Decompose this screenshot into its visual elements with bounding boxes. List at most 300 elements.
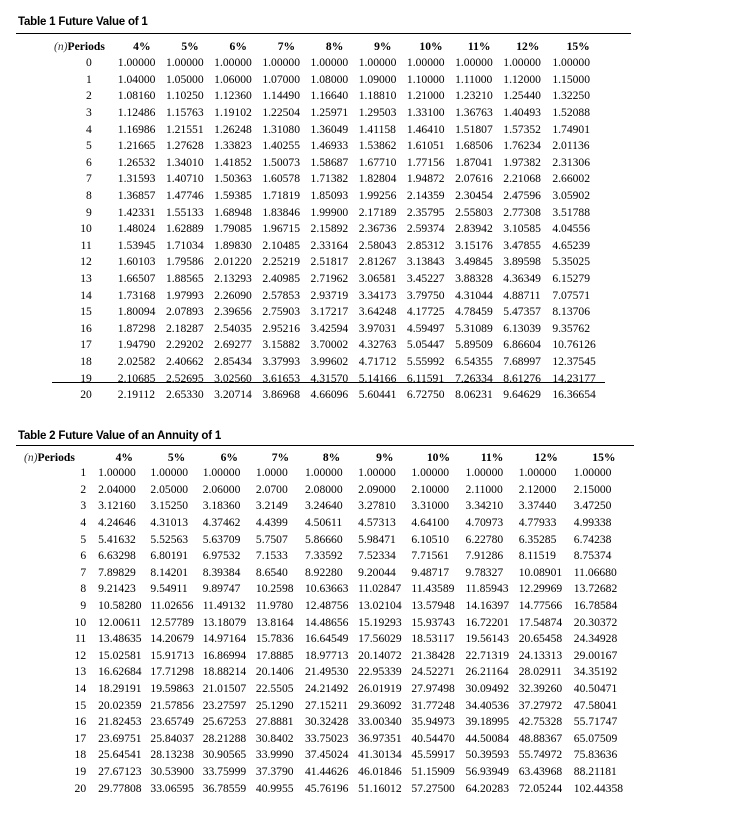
value-cell: 2.54035 — [214, 321, 252, 335]
value-cell: 16.62684 — [98, 665, 142, 679]
value-cell: 2.31306 — [552, 155, 591, 169]
value-cell: 23.27597 — [202, 698, 247, 712]
value-cell: 2.66002 — [552, 172, 591, 186]
value-cell: 1.27628 — [165, 139, 204, 153]
value-cell: 1.80094 — [117, 305, 156, 319]
value-cell: 1.58687 — [310, 155, 349, 169]
value-cell: 2.02582 — [117, 354, 156, 368]
value-cell: 45.76196 — [304, 781, 349, 795]
value-cell: 5.7507 — [255, 532, 288, 546]
value-cell: 2.55803 — [455, 205, 493, 219]
value-cell: 2.08000 — [304, 482, 343, 496]
value-cell: 1.71819 — [262, 189, 301, 203]
table-row — [24, 515, 634, 532]
table-row — [24, 780, 634, 797]
value-cell: 26.21164 — [465, 665, 509, 679]
period-cell: 3 — [80, 499, 87, 513]
value-cell: 1.32250 — [552, 89, 591, 103]
value-cell: 1.00000 — [165, 56, 204, 70]
value-cell: 3.17217 — [310, 305, 349, 319]
value-cell: 1.22504 — [262, 106, 301, 120]
value-cell: 6.80191 — [150, 549, 189, 563]
value-cell: 4.31044 — [455, 288, 493, 302]
value-cell: 1.79085 — [214, 222, 252, 236]
value-cell: 1.94872 — [406, 172, 445, 186]
value-cell: 28.21288 — [202, 731, 247, 745]
value-cell: 8.13706 — [552, 305, 591, 319]
value-cell: 6.63298 — [98, 549, 136, 563]
table-row — [54, 387, 604, 404]
value-cell: 1.76234 — [503, 139, 541, 153]
value-cell: 13.72682 — [573, 582, 618, 596]
period-cell: 14 — [74, 682, 87, 696]
value-cell: 7.07571 — [552, 288, 591, 302]
rate-header: 5% — [181, 40, 199, 53]
value-cell: 2.83942 — [455, 222, 493, 236]
value-cell: 21.57856 — [150, 698, 194, 712]
value-cell: 2.05000 — [150, 482, 189, 496]
value-cell: 1.16640 — [310, 89, 349, 103]
value-cell: 2.10685 — [117, 371, 156, 385]
value-cell: 1.19102 — [214, 106, 252, 120]
value-cell: 2.33164 — [310, 238, 349, 252]
value-cell: 30.90565 — [202, 748, 247, 762]
periods-header — [54, 38, 118, 55]
value-cell: 1.00000 — [358, 466, 396, 480]
value-cell: 5.86660 — [304, 532, 343, 546]
value-cell: 7.71561 — [411, 549, 450, 563]
value-cell: 16.64549 — [304, 632, 349, 646]
period-cell: 11 — [74, 632, 87, 646]
value-cell: 9.20044 — [358, 565, 396, 579]
value-cell: 1.40493 — [503, 106, 541, 120]
value-cell: 6.74238 — [573, 532, 612, 546]
value-cell: 4.31570 — [310, 371, 349, 385]
period-cell: 19 — [80, 371, 92, 385]
table-row — [54, 254, 604, 271]
value-cell: 14.97164 — [202, 632, 247, 646]
value-cell: 4.59497 — [406, 321, 445, 335]
value-cell: 1.60103 — [117, 255, 156, 269]
value-cell: 22.95339 — [358, 665, 402, 679]
period-cell: 15 — [80, 305, 92, 319]
value-cell: 33.06595 — [150, 781, 194, 795]
value-cell: 48.88367 — [518, 731, 563, 745]
value-cell: 1.10000 — [406, 72, 445, 86]
value-cell: 2.85312 — [406, 238, 445, 252]
value-cell: 2.57853 — [262, 288, 301, 302]
table-row — [24, 465, 634, 482]
value-cell: 4.50611 — [304, 516, 343, 530]
value-cell: 3.51788 — [552, 205, 591, 219]
value-cell: 30.32428 — [304, 715, 349, 729]
value-cell: 3.79750 — [406, 288, 445, 302]
value-cell: 75.83636 — [573, 748, 618, 762]
value-cell: 3.61653 — [262, 371, 301, 385]
value-cell: 1.26248 — [214, 122, 252, 136]
value-cell: 55.74972 — [518, 748, 563, 762]
value-cell: 8.11519 — [518, 549, 556, 563]
period-cell: 16 — [74, 715, 87, 729]
value-cell: 13.57948 — [411, 599, 455, 613]
value-cell: 2.93719 — [310, 288, 349, 302]
value-cell: 2.59374 — [406, 222, 445, 236]
value-cell: 1.67710 — [358, 155, 397, 169]
value-cell: 44.50084 — [465, 731, 509, 745]
value-cell: 1.53945 — [117, 238, 156, 252]
value-cell: 6.13039 — [503, 321, 541, 335]
value-cell: 1.10250 — [165, 89, 204, 103]
value-cell: 2.07616 — [455, 172, 493, 186]
value-cell: 2.12000 — [518, 482, 557, 496]
value-cell: 1.41158 — [358, 122, 396, 136]
value-cell: 6.86604 — [503, 338, 541, 352]
value-cell: 28.13238 — [150, 748, 194, 762]
value-cell: 2.11000 — [465, 482, 503, 496]
rate-header: 8% — [325, 40, 344, 53]
value-cell: 1.00000 — [262, 56, 301, 70]
period-cell: 8 — [85, 189, 92, 203]
value-cell: 1.74901 — [552, 122, 591, 136]
value-cell: 24.34928 — [573, 632, 618, 646]
table2-future-value-of-annuity — [24, 449, 634, 797]
table-row — [54, 354, 604, 371]
value-cell: 63.43968 — [518, 764, 563, 778]
value-cell: 8.75374 — [573, 549, 612, 563]
table-row — [54, 188, 604, 205]
value-cell: 28.02911 — [518, 665, 562, 679]
value-cell: 13.18079 — [202, 615, 247, 629]
value-cell: 2.01136 — [552, 139, 590, 153]
value-cell: 1.82804 — [358, 172, 397, 186]
value-cell: 50.39593 — [465, 748, 509, 762]
value-cell: 5.41632 — [98, 532, 136, 546]
value-cell: 2.17189 — [358, 205, 397, 219]
value-cell: 1.07000 — [262, 72, 301, 86]
value-cell: 1.99900 — [310, 205, 349, 219]
value-cell: 12.37545 — [552, 354, 596, 368]
value-cell: 33.9990 — [255, 748, 294, 762]
value-cell: 1.31593 — [117, 172, 156, 186]
value-cell: 25.67253 — [202, 715, 247, 729]
value-cell: 64.20283 — [465, 781, 509, 795]
table-row — [24, 548, 634, 565]
value-cell: 2.40985 — [262, 272, 301, 286]
value-cell: 23.65749 — [150, 715, 194, 729]
value-cell: 2.10485 — [262, 238, 301, 252]
value-cell: 5.14166 — [358, 371, 397, 385]
value-cell: 41.30134 — [358, 748, 402, 762]
value-cell: 3.37993 — [262, 354, 301, 368]
value-cell: 8.06231 — [455, 388, 493, 402]
value-cell: 24.21492 — [304, 682, 349, 696]
value-cell: 37.3790 — [255, 764, 294, 778]
value-cell: 9.54911 — [150, 582, 188, 596]
period-cell: 5 — [80, 532, 87, 546]
period-cell: 9 — [85, 205, 92, 219]
table-row — [54, 88, 604, 105]
rate-header: 15% — [566, 40, 590, 53]
value-cell: 11.02656 — [150, 599, 194, 613]
value-cell: 2.95216 — [262, 321, 301, 335]
value-cell: 16.72201 — [465, 615, 509, 629]
value-cell: 12.48756 — [304, 599, 349, 613]
value-cell: 16.78584 — [573, 599, 618, 613]
value-cell: 1.31080 — [262, 122, 301, 136]
value-cell: 24.52271 — [411, 665, 455, 679]
table1-future-value-of-1 — [54, 38, 604, 403]
value-cell: 1.68948 — [214, 205, 252, 219]
period-cell: 6 — [85, 155, 92, 169]
value-cell: 1.83846 — [262, 205, 301, 219]
value-cell: 9.64629 — [503, 388, 541, 402]
value-cell: 3.37440 — [518, 499, 557, 513]
value-cell: 2.0700 — [255, 482, 288, 496]
rate-header: 4% — [115, 450, 133, 464]
value-cell: 1.15763 — [165, 106, 204, 120]
table1-header-row — [54, 38, 604, 55]
value-cell: 31.77248 — [411, 698, 455, 712]
value-cell: 1.00000 — [358, 56, 397, 70]
value-cell: 1.06000 — [214, 72, 252, 86]
value-cell: 1.51807 — [455, 122, 493, 136]
table-row — [54, 138, 604, 155]
value-cell: 41.44626 — [304, 764, 349, 778]
value-cell: 7.1533 — [255, 549, 288, 563]
table-row — [24, 598, 634, 615]
value-cell: 3.64248 — [358, 305, 397, 319]
value-cell: 7.68997 — [503, 354, 541, 368]
value-cell: 34.35192 — [573, 665, 618, 679]
table-row — [24, 482, 634, 499]
value-cell: 1.36857 — [117, 189, 156, 203]
period-cell: 6 — [80, 549, 87, 563]
value-cell: 2.14359 — [406, 189, 445, 203]
value-cell: 5.31089 — [455, 321, 493, 335]
value-cell: 3.34173 — [358, 288, 397, 302]
value-cell: 4.17725 — [406, 305, 445, 319]
value-cell: 2.25219 — [262, 255, 301, 269]
table1-top-rule — [16, 33, 631, 34]
table-row — [24, 714, 634, 731]
value-cell: 1.97382 — [503, 155, 541, 169]
value-cell: 51.15909 — [411, 764, 455, 778]
value-cell: 36.97351 — [358, 731, 402, 745]
table-row — [24, 681, 634, 698]
table-row — [54, 287, 604, 304]
table-row — [54, 221, 604, 238]
value-cell: 1.33100 — [406, 106, 445, 120]
period-cell: 1 — [85, 72, 92, 86]
value-cell: 10.63663 — [304, 582, 349, 596]
value-cell: 24.13313 — [518, 648, 563, 662]
table-row — [54, 337, 604, 354]
value-cell: 3.02560 — [214, 371, 252, 385]
value-cell: 1.46933 — [310, 139, 349, 153]
value-cell: 2.10000 — [411, 482, 450, 496]
rate-header: 7% — [277, 40, 296, 53]
value-cell: 20.14072 — [358, 648, 402, 662]
table-row — [54, 55, 604, 72]
value-cell: 2.52695 — [165, 371, 204, 385]
value-cell: 1.00000 — [455, 56, 493, 70]
table-row — [54, 171, 604, 188]
value-cell: 2.30454 — [455, 189, 493, 203]
value-cell: 4.04556 — [552, 222, 591, 236]
value-cell: 1.12360 — [214, 89, 252, 103]
value-cell: 4.24646 — [98, 516, 136, 530]
value-cell: 2.71962 — [310, 272, 349, 286]
value-cell: 1.00000 — [98, 466, 136, 480]
value-cell: 26.01919 — [358, 682, 402, 696]
value-cell: 16.36654 — [552, 388, 596, 402]
table-row — [24, 614, 634, 631]
value-cell: 4.66096 — [310, 388, 349, 402]
value-cell: 1.71034 — [165, 238, 204, 252]
value-cell: 40.9955 — [255, 781, 294, 795]
value-cell: 1.00000 — [310, 56, 349, 70]
value-cell: 42.75328 — [518, 715, 563, 729]
value-cell: 3.20714 — [214, 388, 252, 402]
value-cell: 11.49132 — [202, 599, 246, 613]
value-cell: 4.70973 — [465, 516, 504, 530]
value-cell: 17.56029 — [358, 632, 402, 646]
value-cell: 3.86968 — [262, 388, 301, 402]
value-cell: 1.04000 — [117, 72, 156, 86]
rate-header: 8% — [322, 450, 341, 464]
value-cell: 1.94790 — [117, 338, 156, 352]
value-cell: 3.34210 — [465, 499, 504, 513]
value-cell: 6.15279 — [552, 272, 591, 286]
value-cell: 1.55133 — [165, 205, 204, 219]
value-cell: 1.47746 — [165, 189, 204, 203]
value-cell: 1.00000 — [465, 466, 504, 480]
value-cell: 1.00000 — [406, 56, 445, 70]
rate-header: 6% — [229, 40, 247, 53]
period-cell: 17 — [74, 731, 87, 745]
value-cell: 30.09492 — [465, 682, 509, 696]
value-cell: 2.04000 — [98, 482, 136, 496]
value-cell: 4.57313 — [358, 516, 396, 530]
value-cell: 9.89747 — [202, 582, 241, 596]
value-cell: 40.54470 — [411, 731, 455, 745]
rate-header: 9% — [376, 450, 394, 464]
value-cell: 7.91286 — [465, 549, 504, 563]
value-cell: 30.8402 — [255, 731, 294, 745]
value-cell: 5.55992 — [406, 354, 445, 368]
value-cell: 5.05447 — [406, 338, 445, 352]
value-cell: 4.32763 — [358, 338, 397, 352]
value-cell: 4.31013 — [150, 516, 189, 530]
value-cell: 2.81267 — [358, 255, 397, 269]
value-cell: 1.08000 — [310, 72, 349, 86]
table-row — [54, 304, 604, 321]
value-cell: 1.12486 — [117, 106, 156, 120]
value-cell: 1.57352 — [503, 122, 541, 136]
period-cell: 7 — [85, 172, 92, 186]
value-cell: 8.92280 — [304, 565, 343, 579]
value-cell: 10.76126 — [552, 338, 596, 352]
value-cell: 3.12160 — [98, 499, 136, 513]
table-row — [54, 238, 604, 255]
value-cell: 11.9780 — [255, 599, 294, 613]
value-cell: 11.43589 — [411, 582, 455, 596]
period-cell: 0 — [85, 56, 92, 70]
value-cell: 21.49530 — [304, 665, 349, 679]
period-cell: 7 — [80, 565, 87, 579]
period-cell: 8 — [80, 582, 87, 596]
value-cell: 4.65239 — [552, 238, 591, 252]
value-cell: 2.01220 — [214, 255, 252, 269]
value-cell: 21.01507 — [202, 682, 247, 696]
value-cell: 3.97031 — [358, 321, 397, 335]
value-cell: 15.02581 — [98, 648, 142, 662]
value-cell: 4.71712 — [358, 354, 397, 368]
value-cell: 32.39260 — [518, 682, 563, 696]
table-row — [24, 581, 634, 598]
value-cell: 3.42594 — [310, 321, 349, 335]
rate-header: 10% — [419, 40, 443, 53]
value-cell: 6.35285 — [518, 532, 557, 546]
value-cell: 1.00000 — [117, 56, 156, 70]
periods-label: Periods — [37, 450, 75, 464]
table-row — [24, 697, 634, 714]
value-cell: 5.63709 — [202, 532, 241, 546]
period-cell: 10 — [80, 222, 92, 236]
value-cell: 1.96715 — [262, 222, 301, 236]
value-cell: 1.89830 — [214, 238, 252, 252]
value-cell: 21.82453 — [98, 715, 142, 729]
value-cell: 1.85093 — [310, 189, 349, 203]
value-cell: 1.26532 — [117, 155, 156, 169]
value-cell: 1.77156 — [406, 155, 445, 169]
value-cell: 18.29191 — [98, 682, 142, 696]
value-cell: 2.29202 — [165, 338, 204, 352]
value-cell: 11.02847 — [358, 582, 402, 596]
value-cell: 46.01846 — [358, 764, 402, 778]
value-cell: 1.42331 — [117, 205, 156, 219]
value-cell: 1.21665 — [117, 139, 156, 153]
value-cell: 15.93743 — [411, 615, 455, 629]
value-cell: 3.31000 — [411, 499, 450, 513]
value-cell: 1.00000 — [304, 466, 343, 480]
value-cell: 11.06680 — [573, 565, 617, 579]
value-cell: 3.05902 — [552, 189, 591, 203]
value-cell: 1.21551 — [165, 122, 204, 136]
period-cell: 4 — [85, 122, 92, 136]
rate-header: 11% — [480, 450, 504, 464]
period-cell: 19 — [74, 764, 87, 778]
value-cell: 1.79586 — [165, 255, 204, 269]
value-cell: 1.08160 — [117, 89, 156, 103]
value-cell: 39.18995 — [465, 715, 509, 729]
value-cell: 1.40710 — [165, 172, 204, 186]
value-cell: 1.73168 — [117, 288, 156, 302]
value-cell: 14.16397 — [465, 599, 509, 613]
value-cell: 8.39384 — [202, 565, 241, 579]
value-cell: 2.26090 — [214, 288, 252, 302]
value-cell: 22.5505 — [255, 682, 294, 696]
value-cell: 1.15000 — [552, 72, 591, 86]
rate-header: 15% — [592, 450, 616, 464]
period-cell: 2 — [85, 89, 92, 103]
period-cell: 14 — [80, 288, 92, 302]
value-cell: 13.02104 — [358, 599, 402, 613]
value-cell: 12.57789 — [150, 615, 194, 629]
value-cell: 45.59917 — [411, 748, 455, 762]
table-row — [54, 105, 604, 122]
value-cell: 3.70002 — [310, 338, 349, 352]
